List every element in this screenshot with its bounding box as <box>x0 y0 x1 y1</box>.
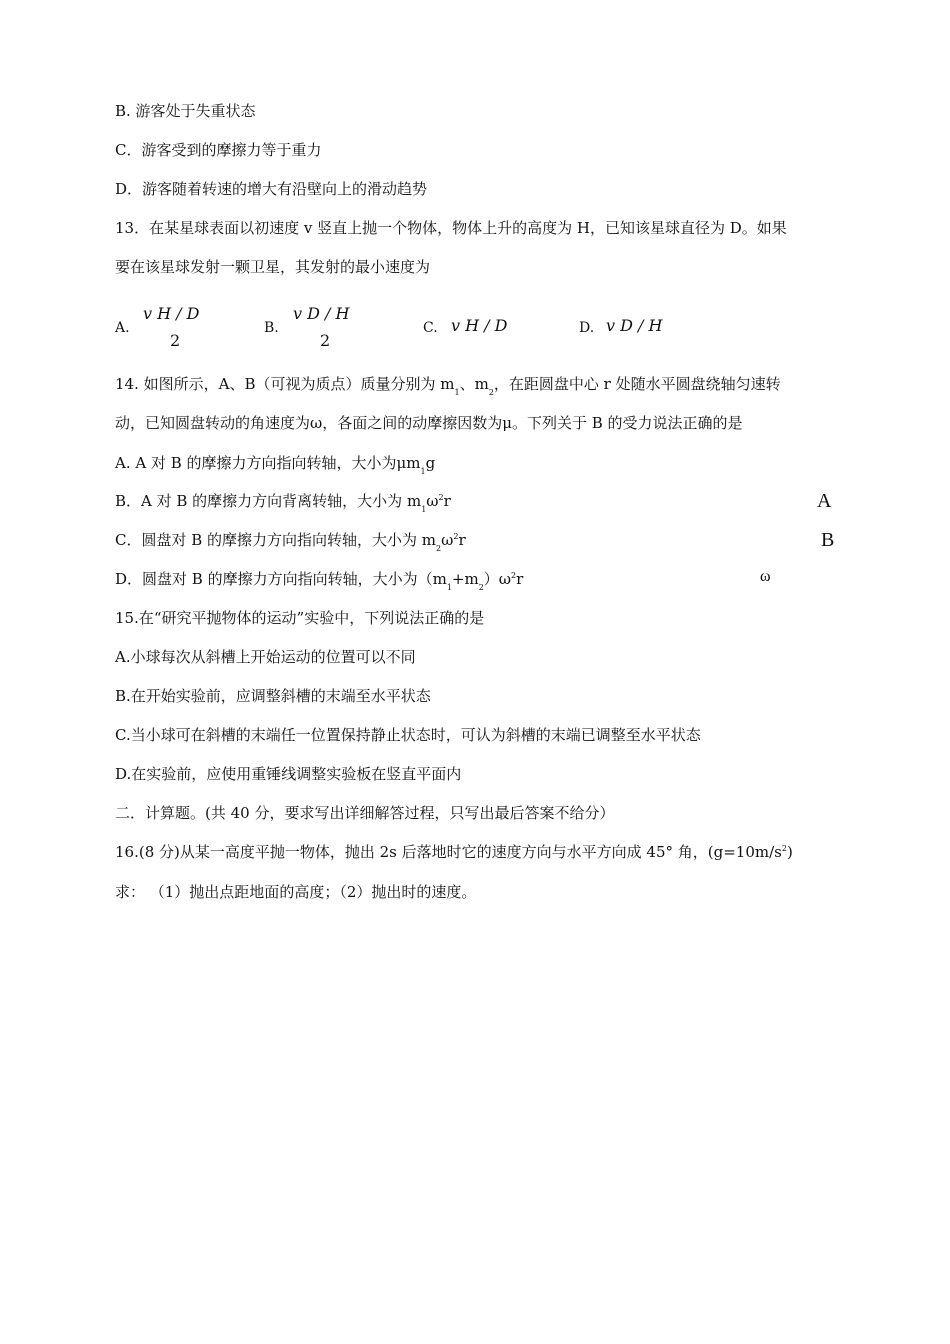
q14-omega: ω <box>426 492 439 510</box>
q14-subscript: 2 <box>488 388 494 397</box>
q13-option-d-expr: v D / H <box>606 316 663 335</box>
q16-stem-line1 <box>115 842 793 865</box>
q13-option-c-label: C. <box>423 320 438 336</box>
q14-option-b-text: B．A 对 B 的摩擦力方向背离转轴，大小为 m <box>115 492 422 510</box>
q13-option-b-top: v D / H <box>293 304 350 323</box>
q14-superscript: 2 <box>511 571 517 580</box>
q13-stem-line2: 要在该星球发射一颗卫星，其发射的最小速度为 <box>115 258 431 276</box>
q12-option-d: D．游客随着转速的增大有沿壁向上的滑动趋势 <box>115 180 428 198</box>
q14-superscript: 2 <box>453 532 459 541</box>
q14-option-b-tail: r <box>443 492 451 510</box>
q14-stem-text-c: ，在距圆盘中心 r 处随水平圆盘绕轴匀速转 <box>493 375 781 393</box>
q14-omega: ）ω <box>483 570 512 588</box>
q14-subscript: 1 <box>454 388 460 397</box>
q16-stem-close: ) <box>786 843 793 861</box>
q14-option-d <box>115 569 523 592</box>
q14-omega: ω <box>441 531 454 549</box>
q12-option-b: B. 游客处于失重状态 <box>115 102 256 120</box>
q14-subscript: 1 <box>420 467 426 476</box>
q14-stem-line2: 动，已知圆盘转动的角速度为ω，各面之间的动摩擦因数为μ。下列关于 B 的受力说法正确的是 <box>115 414 743 432</box>
q14-stem-text-a: 14. 如图所示，A、B（可视为质点）质量分别为 m <box>115 375 455 393</box>
figure-label-b: B <box>821 529 835 551</box>
figure-label-omega: ω <box>760 568 771 585</box>
q14-option-c-tail: r <box>458 531 466 549</box>
q13-option-c-expr: v H / D <box>451 316 508 335</box>
q15-option-a: A.小球每次从斜槽上开始运动的位置可以不同 <box>115 648 416 666</box>
q16-stem-line2: 求： （1）抛出点距地面的高度；（2）抛出时的速度。 <box>115 883 477 901</box>
q15-option-d: D.在实验前，应使用重锤线调整实验板在竖直平面内 <box>115 765 462 783</box>
q14-subscript: 1 <box>421 505 427 514</box>
q16-stem-text: 16.(8 分)从某一高度平抛一物体，抛出 2s 后落地时它的速度方向与水平方向成 45° 角，(g=10m/s <box>115 843 782 861</box>
q13-option-b-bottom: 2 <box>320 331 331 350</box>
q14-option-a-text: A. A 对 B 的摩擦力方向指向转轴，大小为μm <box>115 454 421 472</box>
q15-option-c: C.当小球可在斜槽的末端任一位置保持静止状态时，可认为斜槽的末端已调整至水平状态 <box>115 726 701 744</box>
q15-option-b: B.在开始实验前，应调整斜槽的末端至水平状态 <box>115 687 431 705</box>
q14-option-a <box>115 453 435 476</box>
section-2-heading: 二．计算题。(共 40 分，要求写出详细解答过程，只写出最后答案不给分） <box>115 804 615 822</box>
q13-option-a-bottom: 2 <box>170 331 181 350</box>
q14-option-d-plus: +m <box>451 570 479 588</box>
q14-option-c <box>115 530 466 553</box>
q14-option-d-tail: r <box>516 570 524 588</box>
q14-option-c-text: C．圆盘对 B 的摩擦力方向指向转轴，大小为 m <box>115 531 437 549</box>
q14-option-b <box>115 491 451 514</box>
figure-label-a: A <box>817 490 832 512</box>
q13-option-a-label: A. <box>115 320 130 336</box>
q13-stem-line1: 13．在某星球表面以初速度 v 竖直上抛一个物体，物体上升的高度为 H，已知该星球直径为 D。如果 <box>115 219 787 237</box>
q14-subscript: 2 <box>436 544 442 553</box>
q14-stem-text-b: 、m <box>459 375 489 393</box>
q12-option-c: C．游客受到的摩擦力等于重力 <box>115 141 322 159</box>
q14-subscript: 1 <box>446 583 452 592</box>
q15-stem: 15.在“研究平抛物体的运动”实验中，下列说法正确的是 <box>115 609 485 627</box>
q13-option-b-label: B. <box>264 320 279 336</box>
q14-option-d-text: D．圆盘对 B 的摩擦力方向指向转轴，大小为（m <box>115 570 447 588</box>
q14-stem-line1 <box>115 374 781 397</box>
q16-superscript: 2 <box>781 844 787 853</box>
q14-superscript: 2 <box>438 493 444 502</box>
q13-option-d-label: D. <box>579 320 595 336</box>
q14-subscript: 2 <box>478 583 484 592</box>
q14-option-a-tail: g <box>425 454 436 472</box>
q13-option-a-top: v H / D <box>143 304 200 323</box>
